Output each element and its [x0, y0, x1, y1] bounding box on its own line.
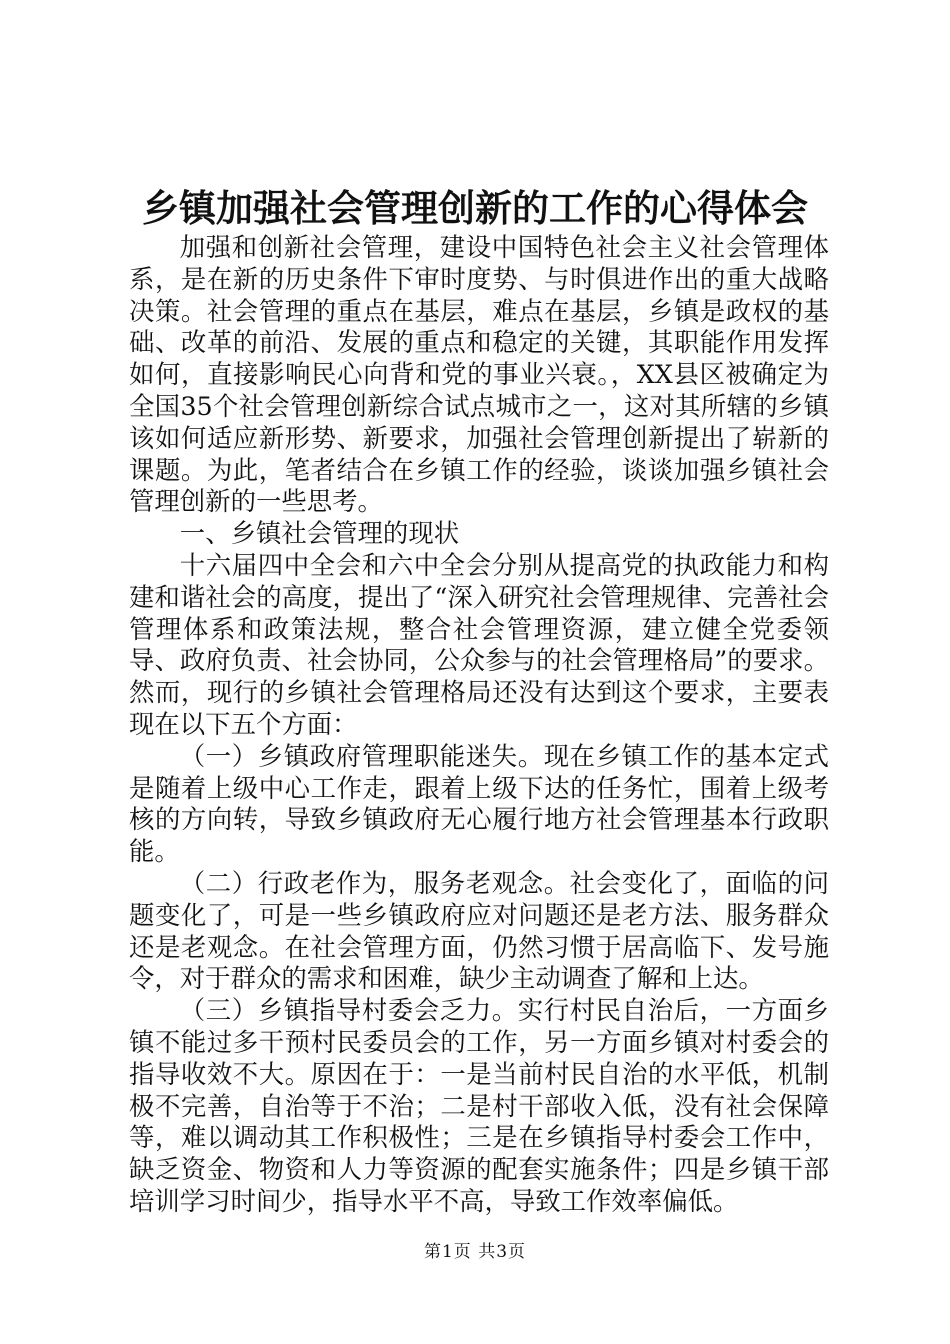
page-number-footer: 第1页 共3页	[423, 1242, 527, 1262]
section-heading: 一、乡镇社会管理的现状	[179, 518, 460, 549]
intro-paragraph: 加强和创新社会管理，建设中国特色社会主义社会管理体系，是在新的历史条件下审时度势、与时俱进作出的重大战略决策。社会管理的重点在基层，难点在基层，乡镇是政权的基础、改革的前沿、发展的重点和稳定的关键，其职能作用发挥如何，直接影响民心向背和党的事业兴衰。，XX县区被确定为全国35个社会管理创新综合试点城市之一，这对其所辖的乡镇该如何适应新形势、新要求，加强社会管理创新提出了崭新的课题。为此，笔者结合在乡镇工作的经验，谈谈加强乡镇社会管理创新的一些思考。	[129, 232, 829, 517]
point-one-paragraph: （一）乡镇政府管理职能迷失。现在乡镇工作的基本定式是随着上级中心工作走，跟着上级下达的任务忙，围着上级考核的方向转，导致乡镇政府无心履行地方社会管理基本行政职能。	[129, 740, 829, 867]
point-two-paragraph: （二）行政老作为，服务老观念。社会变化了，面临的问题变化了，可是一些乡镇政府应对问题还是老方法、服务群众还是老观念。在社会管理方面，仍然习惯于居高临下、发号施令，对于群众的需求和困难，缺少主动调查了解和上达。	[129, 867, 829, 994]
status-paragraph: 十六届四中全会和六中全会分别从提高党的执政能力和构建和谐社会的高度，提出了“深入研究社会管理规律、完善社会管理体系和政策法规，整合社会管理资源，建立健全党委领导、政府负责、社会协同，公众参与的社会管理格局”的要求。然而，现行的乡镇社会管理格局还没有达到这个要求，主要表现在以下五个方面：	[129, 549, 829, 739]
document-body	[129, 232, 829, 1218]
document-title: 乡镇加强社会管理创新的工作的心得体会	[142, 187, 808, 230]
point-three-paragraph: （三）乡镇指导村委会乏力。实行村民自治后，一方面乡镇不能过多干预村民委员会的工作，另一方面乡镇对村委会的指导收效不大。原因在于：一是当前村民自治的水平低，机制极不完善，自治等于不治；二是村干部收入低，没有社会保障等，难以调动其工作积极性；三是在乡镇指导村委会工作中，缺乏资金、物资和人力等资源的配套实施条件；四是乡镇干部培训学习时间少，指导水平不高，导致工作效率偏低。	[129, 995, 829, 1216]
